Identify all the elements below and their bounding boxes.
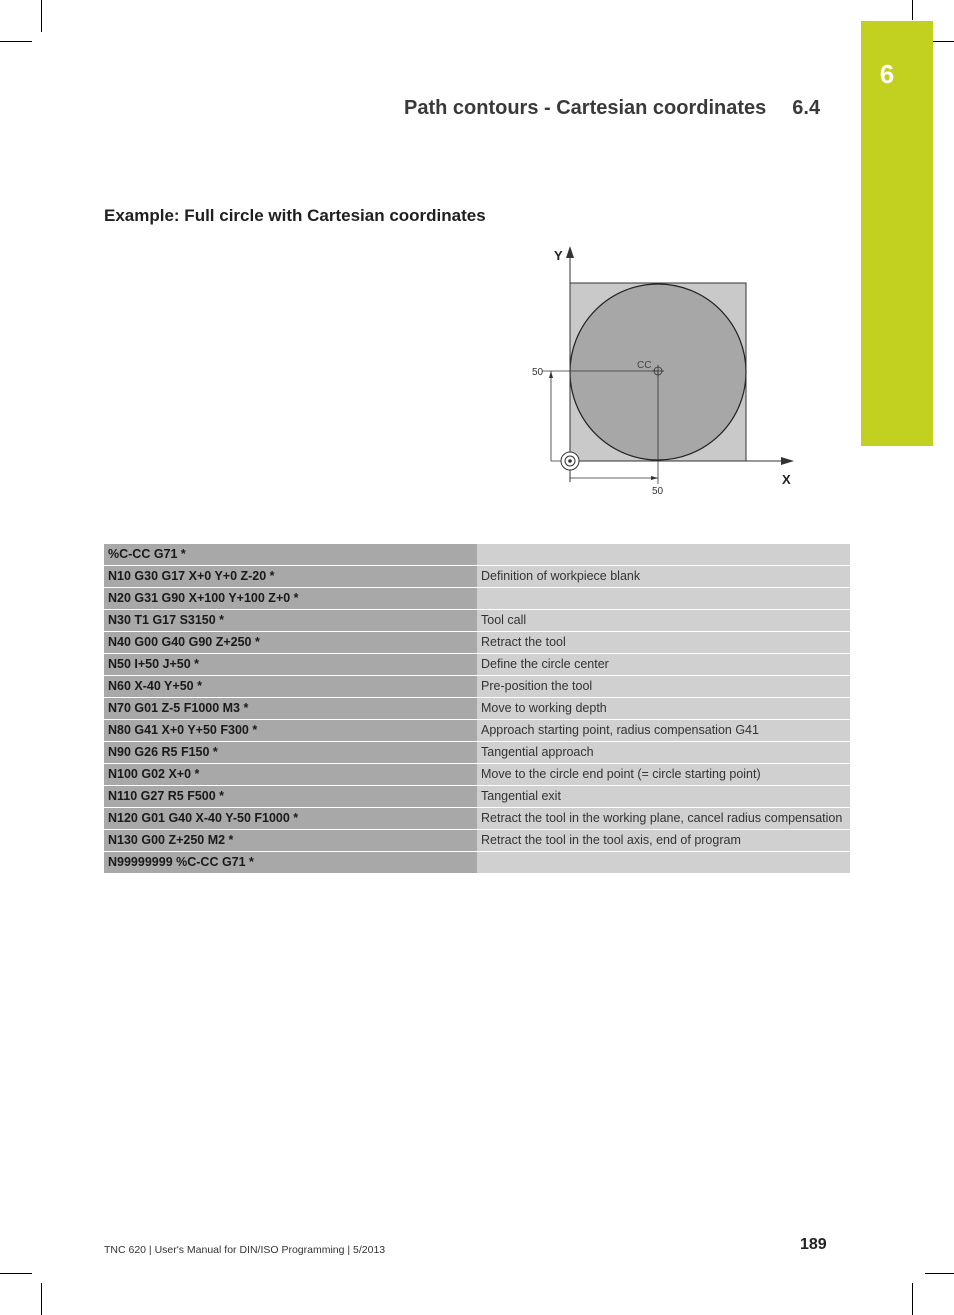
table-row xyxy=(104,852,850,873)
nc-block-code: N99999999 %C-CC G71 * xyxy=(104,852,477,873)
nc-block-description: Definition of workpiece blank xyxy=(477,566,850,587)
crop-mark xyxy=(41,1283,42,1315)
y-dimension-label: 50 xyxy=(532,367,544,378)
crop-mark xyxy=(0,41,32,42)
example-title: Example: Full circle with Cartesian coordinates xyxy=(104,206,486,225)
nc-block-description: Move to the circle end point (= circle starting point) xyxy=(477,764,850,785)
nc-block-description: Define the circle center xyxy=(477,654,850,675)
y-axis-arrow xyxy=(566,246,574,258)
nc-block-description: Tool call xyxy=(477,610,850,631)
running-head-title: Path contours - Cartesian coordinates xyxy=(404,97,767,119)
nc-block-code: N130 G00 Z+250 M2 * xyxy=(104,830,477,851)
y-dimension-arrow xyxy=(549,371,553,378)
x-dimension-label: 50 xyxy=(652,486,664,495)
x-axis-label: X xyxy=(782,472,791,487)
program-table xyxy=(104,543,850,874)
nc-block-code: N10 G30 G17 X+0 Y+0 Z-20 * xyxy=(104,566,477,587)
footer-text: TNC 620 | User's Manual for DIN/ISO Programming | 5/2013 xyxy=(104,1244,386,1256)
running-head xyxy=(404,97,820,120)
running-head-section: 6.4 xyxy=(792,97,821,119)
table-row xyxy=(104,742,850,763)
crop-mark xyxy=(925,1273,954,1274)
nc-block-code: N60 X-40 Y+50 * xyxy=(104,676,477,697)
nc-block-description: Pre-position the tool xyxy=(477,676,850,697)
nc-block-code: %C-CC G71 * xyxy=(104,544,477,565)
table-row xyxy=(104,654,850,675)
y-axis-label: Y xyxy=(554,248,563,263)
table-row xyxy=(104,544,850,565)
nc-block-description xyxy=(477,544,850,565)
nc-block-code: N30 T1 G17 S3150 * xyxy=(104,610,477,631)
table-row xyxy=(104,588,850,609)
nc-block-code: N120 G01 G40 X-40 Y-50 F1000 * xyxy=(104,808,477,829)
table-row xyxy=(104,676,850,697)
nc-block-description: Retract the tool xyxy=(477,632,850,653)
nc-block-code: N110 G27 R5 F500 * xyxy=(104,786,477,807)
nc-block-description: Retract the tool in the tool axis, end of program xyxy=(477,830,850,851)
crop-mark xyxy=(912,0,913,20)
nc-block-description: Tangential approach xyxy=(477,742,850,763)
nc-block-description: Retract the tool in the working plane, cancel radius compensation xyxy=(477,808,850,829)
table-row xyxy=(104,610,850,631)
chapter-number: 6 xyxy=(879,59,895,89)
crop-mark xyxy=(41,0,42,32)
table-row xyxy=(104,698,850,719)
nc-block-code: N40 G00 G40 G90 Z+250 * xyxy=(104,632,477,653)
nc-block-code: N80 G41 X+0 Y+50 F300 * xyxy=(104,720,477,741)
x-axis-arrow xyxy=(781,457,794,465)
table-row xyxy=(104,632,850,653)
nc-block-code: N20 G31 G90 X+100 Y+100 Z+0 * xyxy=(104,588,477,609)
table-row xyxy=(104,786,850,807)
circle-figure xyxy=(520,240,800,495)
cc-label: CC xyxy=(637,360,652,371)
table-row xyxy=(104,764,850,785)
nc-block-description: Move to working depth xyxy=(477,698,850,719)
nc-block-code: N90 G26 R5 F150 * xyxy=(104,742,477,763)
nc-block-description xyxy=(477,588,850,609)
x-dimension-arrow xyxy=(651,476,658,480)
nc-block-description xyxy=(477,852,850,873)
chapter-tab xyxy=(861,21,933,446)
nc-block-description: Approach starting point, radius compensation G41 xyxy=(477,720,850,741)
table-row xyxy=(104,808,850,829)
nc-block-code: N100 G02 X+0 * xyxy=(104,764,477,785)
crop-mark xyxy=(912,1283,913,1315)
table-row xyxy=(104,720,850,741)
nc-block-code: N50 I+50 J+50 * xyxy=(104,654,477,675)
page-number: 189 xyxy=(800,1236,827,1253)
crop-mark xyxy=(0,1273,32,1274)
table-row xyxy=(104,566,850,587)
nc-block-description: Tangential exit xyxy=(477,786,850,807)
nc-block-code: N70 G01 Z-5 F1000 M3 * xyxy=(104,698,477,719)
table-row xyxy=(104,830,850,851)
